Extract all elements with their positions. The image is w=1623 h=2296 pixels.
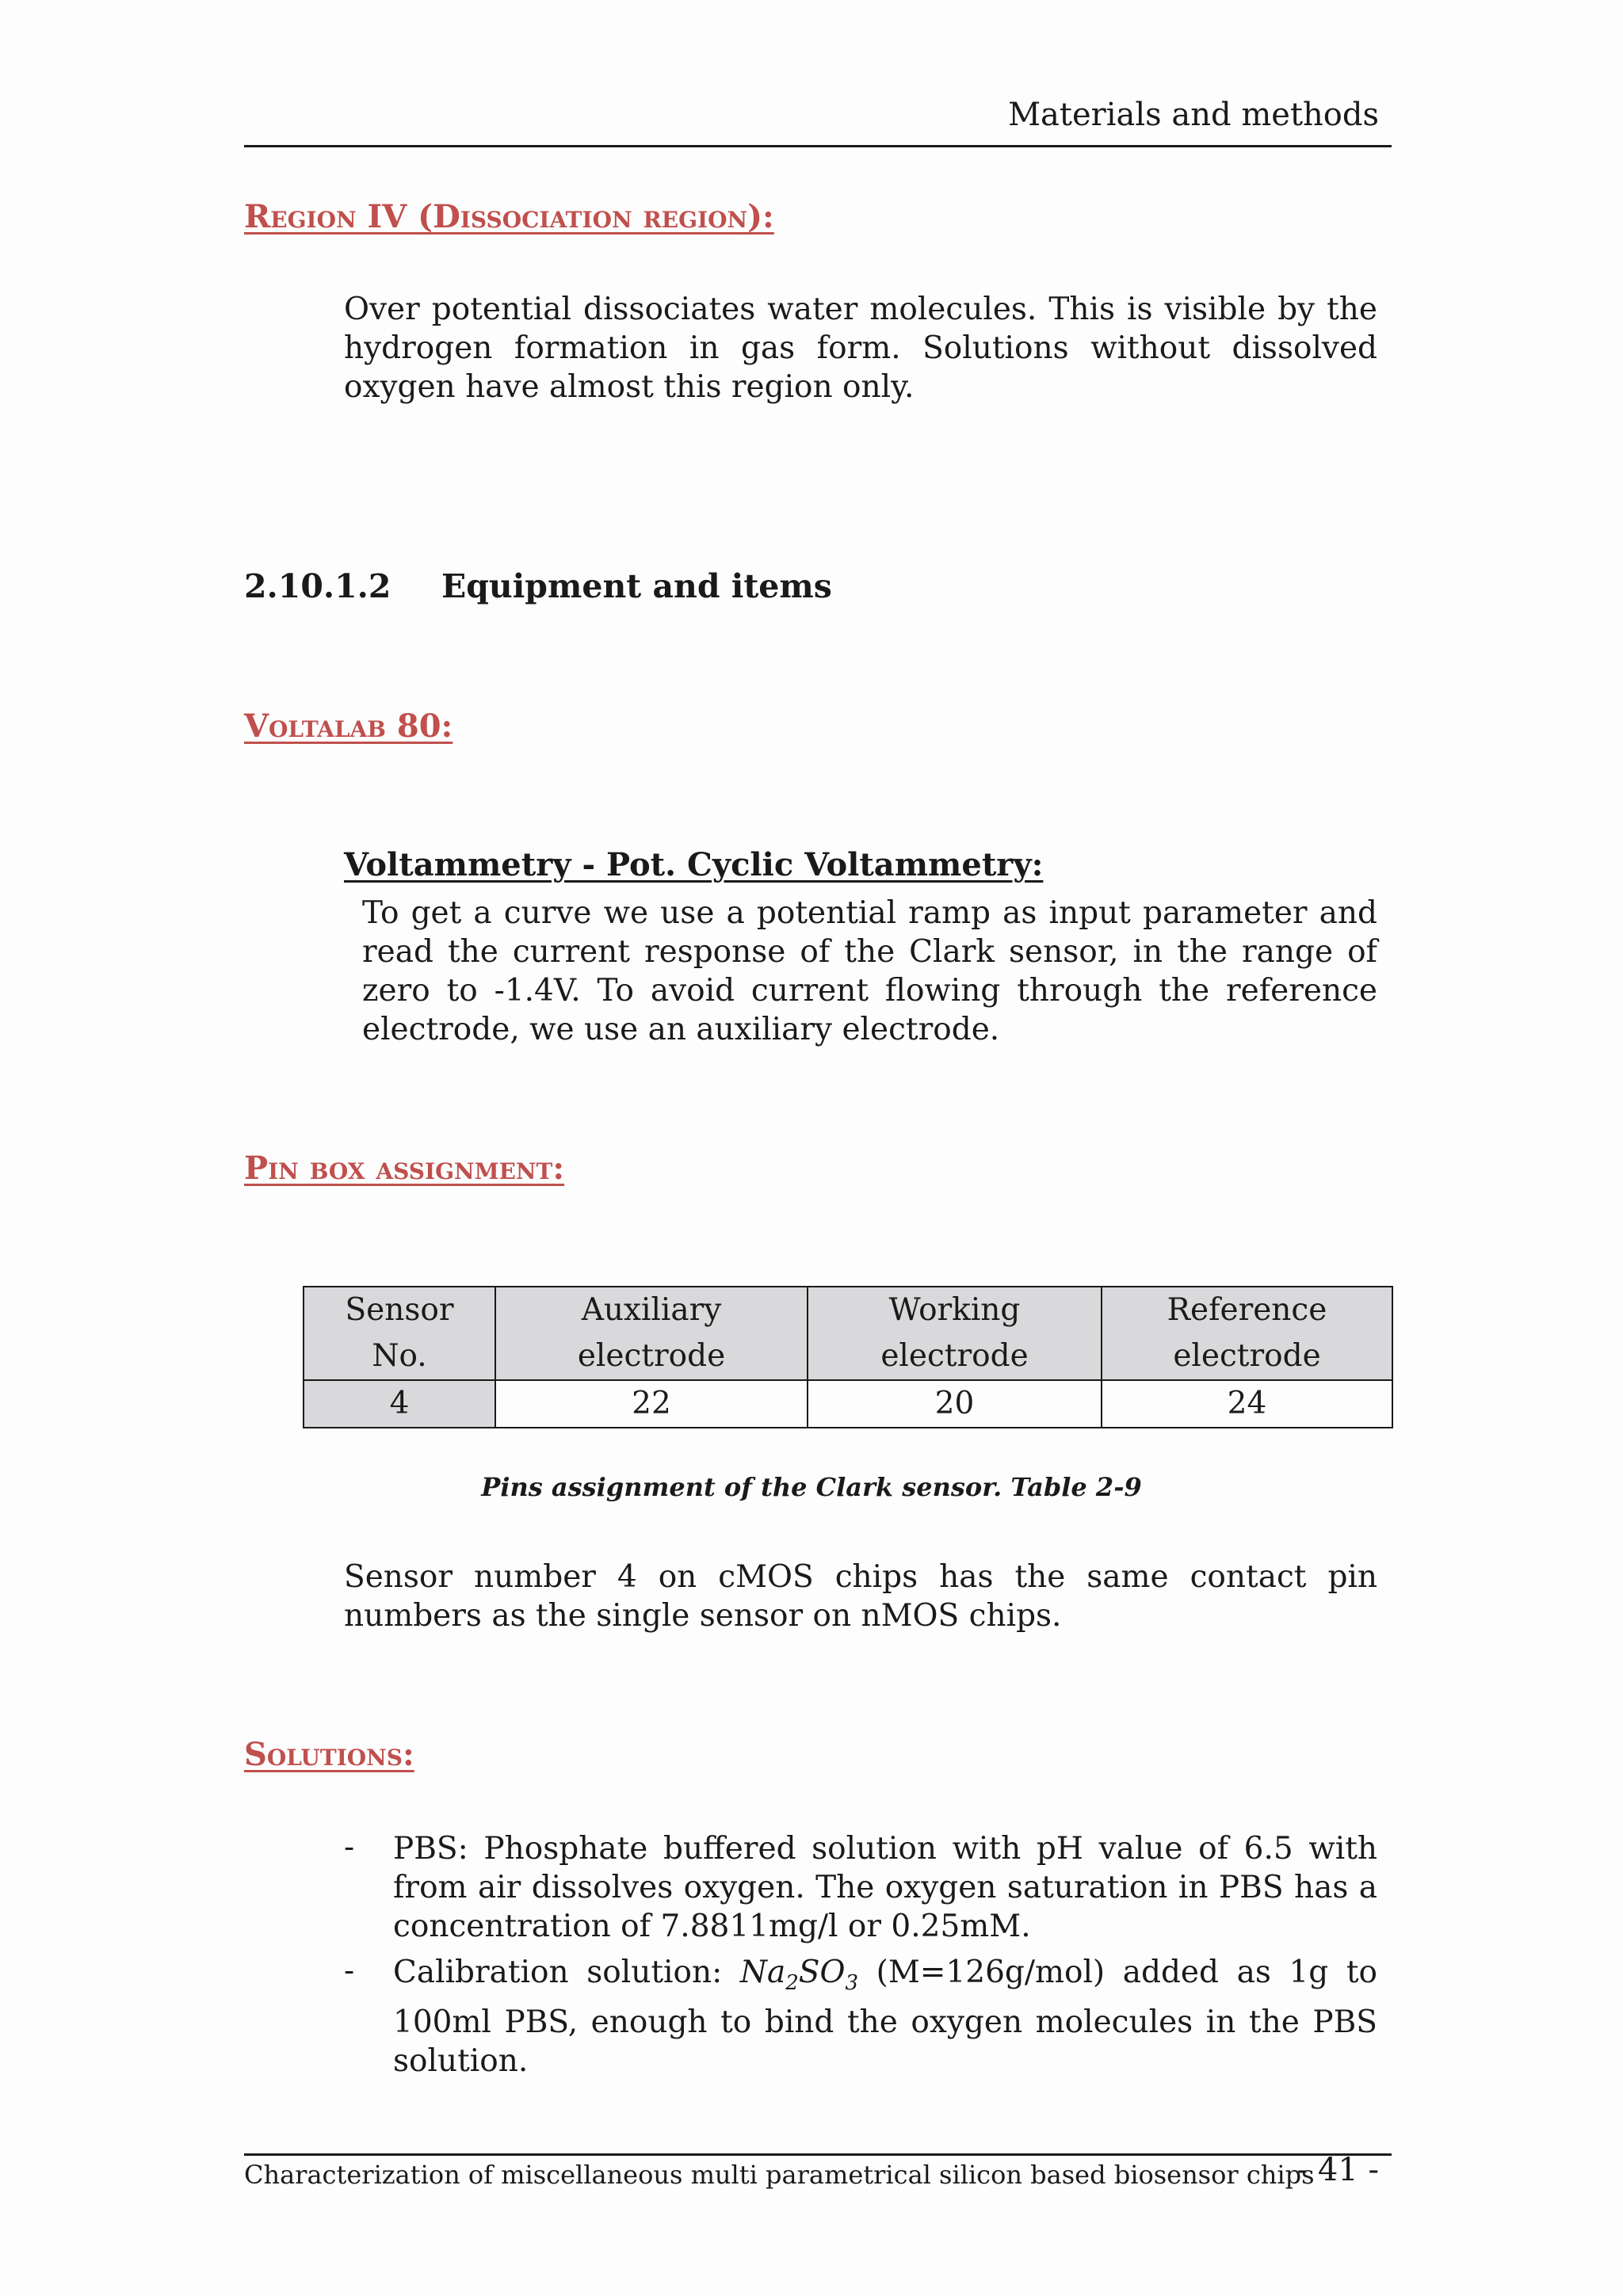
pinbox-heading: Pin box assignment:	[244, 1150, 565, 1187]
footer-rule	[244, 2153, 1392, 2156]
pinbox-note: Sensor number 4 on cMOS chips has the same contact pin numbers as the single sensor on nMOS chips.	[344, 1559, 1377, 1634]
header-auxiliary-electrode: Auxiliary electrode	[495, 1287, 808, 1380]
header-rule	[244, 145, 1392, 147]
footer-title: Characterization of miscellaneous multi parametrical silicon based biosensor chips	[244, 2160, 1315, 2190]
table-row	[304, 1380, 1392, 1428]
region-iv-paragraph: Over potential dissociates water molecules. This is visible by the hydrogen formation in gas form. Solutions without dissolved oxygen have almost this region only.	[344, 292, 1377, 405]
bullet-dash: -	[344, 1953, 355, 1989]
header-working-electrode: Working electrode	[808, 1287, 1102, 1380]
pin-assignment-table	[303, 1286, 1393, 1428]
table-caption: Pins assignment of the Clark sensor. Table 2-9	[481, 1472, 1142, 1502]
page-number: - 41 -	[1296, 2152, 1379, 2188]
solutions-heading: Solutions:	[244, 1736, 414, 1773]
cell-reference: 24	[1102, 1380, 1392, 1428]
voltammetry-subheading: Voltammetry - Pot. Cyclic Voltammetry:	[344, 846, 1044, 883]
voltammetry-paragraph: To get a curve we use a potential ramp as input parameter and read the current response of the Clark sensor, in the range of zero to -1.4V. To avoid current flowing through the reference electrode, we use an auxiliary electrode.	[362, 895, 1377, 1047]
solution-item-pbs: PBS: Phosphate buffered solution with pH value of 6.5 with from air dissolves oxygen. The oxygen saturation in PBS has a concentration of 7.8811mg/l or 0.25mM.	[393, 1831, 1377, 1944]
section-number: 2.10.1.2	[244, 567, 391, 605]
voltalab-heading: Voltalab 80:	[244, 707, 453, 745]
header-sensor-no: Sensor No.	[304, 1287, 495, 1380]
cell-auxiliary: 22	[495, 1380, 808, 1428]
cell-working: 20	[808, 1380, 1102, 1428]
section-title: Equipment and items	[441, 567, 832, 605]
table-header-row	[304, 1287, 1392, 1380]
solution-item-calibration: Calibration solution: $Na_2SO_3$ (M=126g/mol) added as 1g to 100ml PBS, enough to bind the oxygen molecules in the PBS solution.	[393, 1955, 1377, 2079]
bullet-dash: -	[344, 1829, 355, 1865]
header-reference-electrode: Reference electrode	[1102, 1287, 1392, 1380]
cell-sensor-no: 4	[304, 1380, 495, 1428]
running-header: Materials and methods	[1008, 97, 1379, 133]
chemical-formula: $Na_2SO_3$	[739, 1955, 859, 1995]
region-iv-heading: Region IV (Dissociation region):	[244, 198, 774, 235]
